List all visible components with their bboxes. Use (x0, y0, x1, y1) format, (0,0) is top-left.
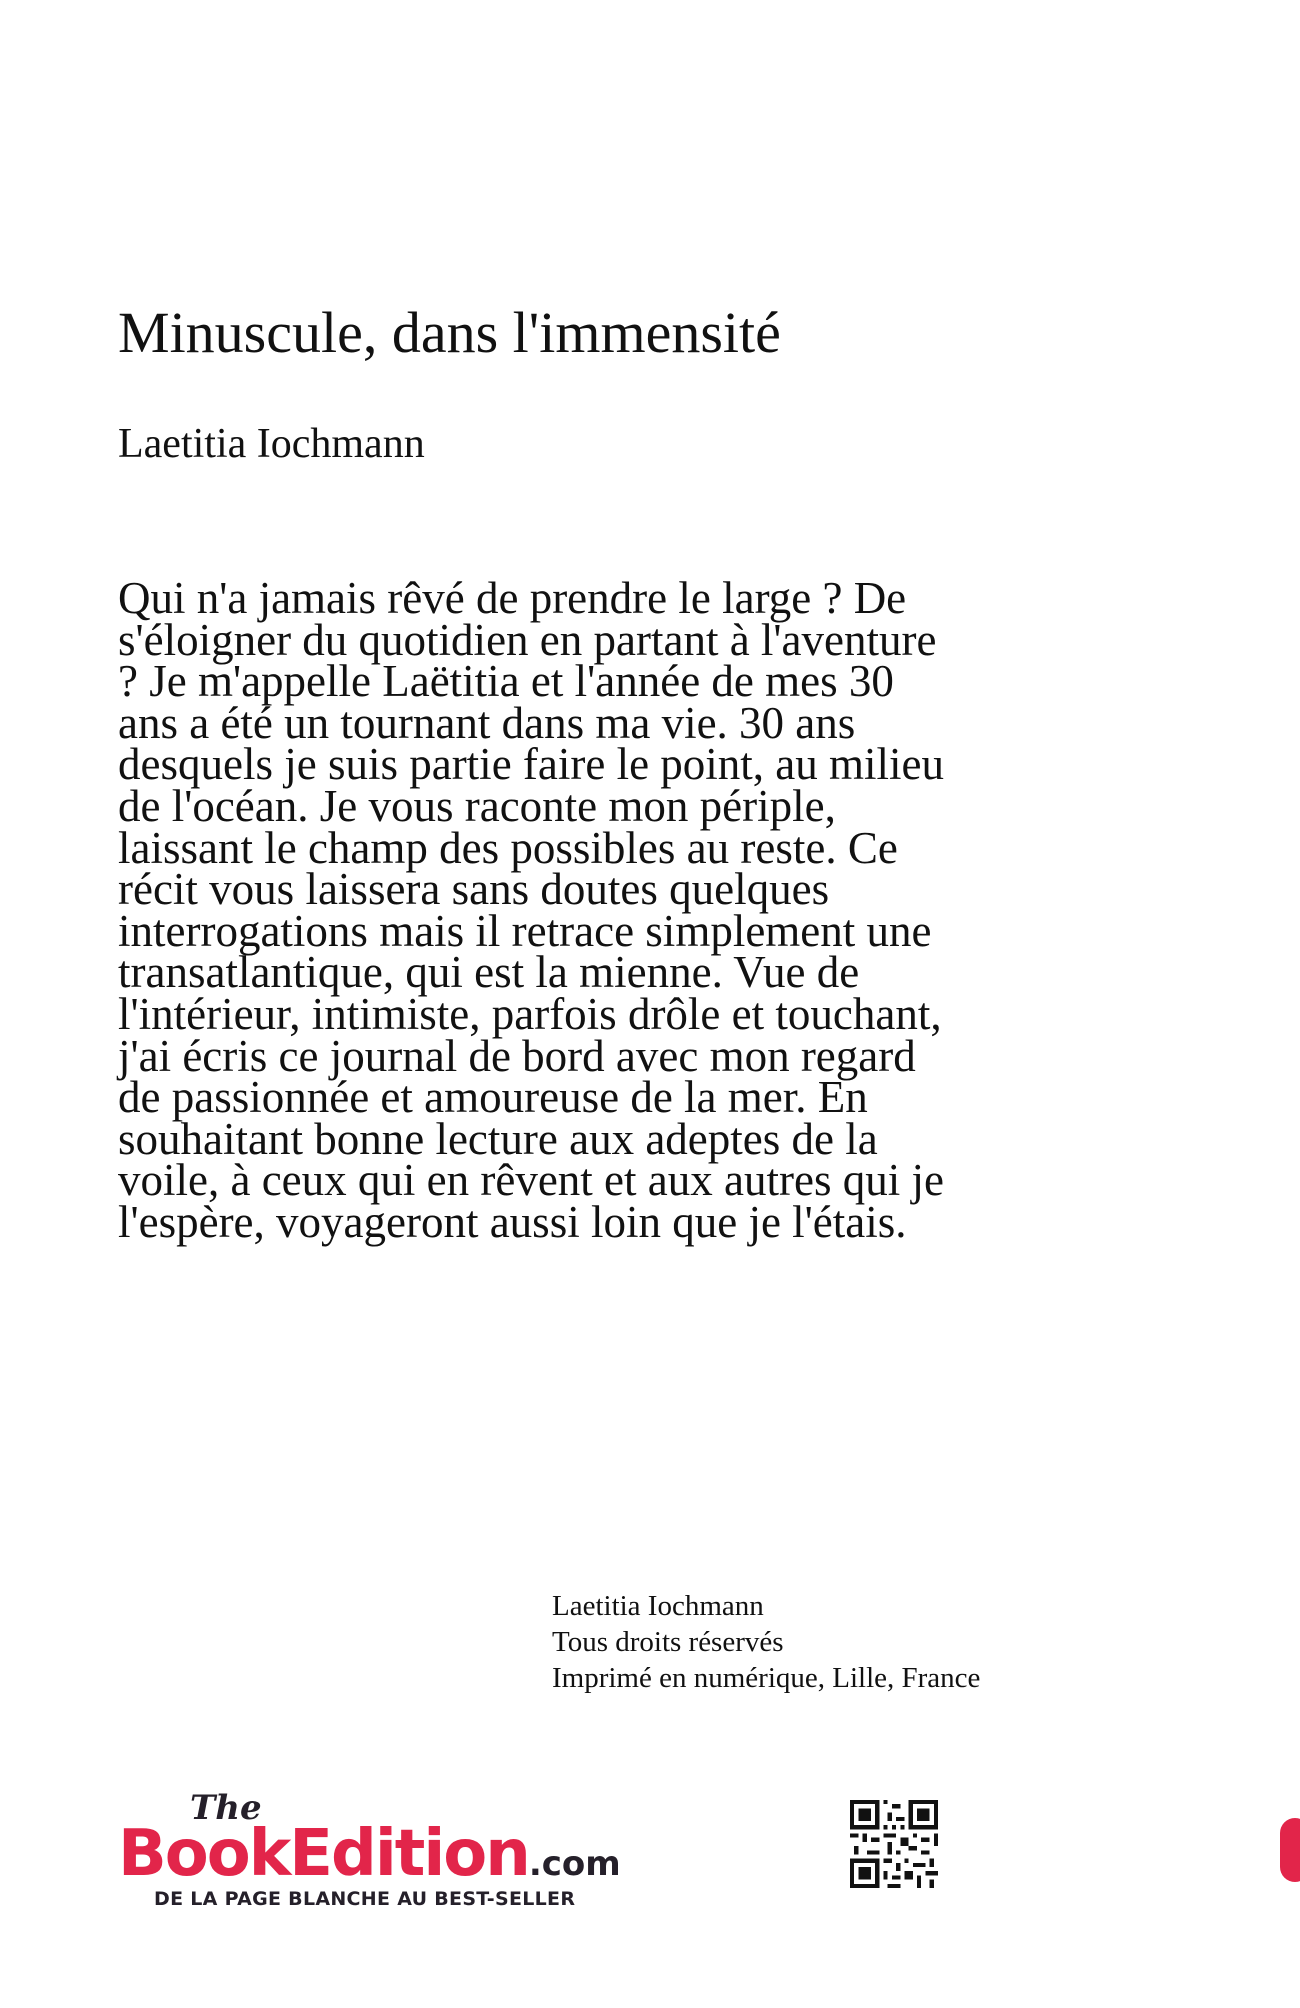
imprint-printed: Imprimé en numérique, Lille, France (552, 1662, 981, 1694)
logo-tld: .com (528, 1844, 621, 1884)
logo-the: The (190, 1788, 262, 1828)
logo-brand-name: BookEdition (118, 1817, 529, 1891)
qr-code-icon (850, 1800, 938, 1888)
imprint-rights: Tous droits réservés (552, 1626, 784, 1658)
logo-tagline: DE LA PAGE BLANCHE AU BEST-SELLER (154, 1888, 576, 1910)
imprint-block (552, 1588, 980, 1696)
edge-mark (1280, 1818, 1300, 1882)
back-cover-blurb: Qui n'a jamais rêvé de prendre le large ? De s'éloigner du quotidien en partant à l'aventure ? Je m'appelle Laëtitia et l'année de mes 30 ans a été un tournant dans ma vie. 30 ans desquels je suis partie faire le point, au milieu de l'océan. Je vous raconte mon périple, laissant le champ des possibles au reste. Ce récit vous laissera sans doutes quelques interrogations mais il retrace simplement une transatlantique, qui est la mienne. Vue de l'intérieur, intimiste, parfois drôle et touchant, j'ai écris ce journal de bord avec mon regard de passionnée et amoureuse de la mer. En souhaitant bonne lecture aux adeptes de la voile, à ceux qui en rêvent et aux autres qui je l'espère, voyageront aussi loin que je l'étais. (118, 573, 945, 1247)
imprint-author: Laetitia Iochmann (552, 1590, 764, 1622)
book-author: Laetitia Iochmann (118, 421, 425, 467)
publisher-logo (118, 1790, 718, 1910)
book-title: Minuscule, dans l'immensité (118, 300, 781, 365)
